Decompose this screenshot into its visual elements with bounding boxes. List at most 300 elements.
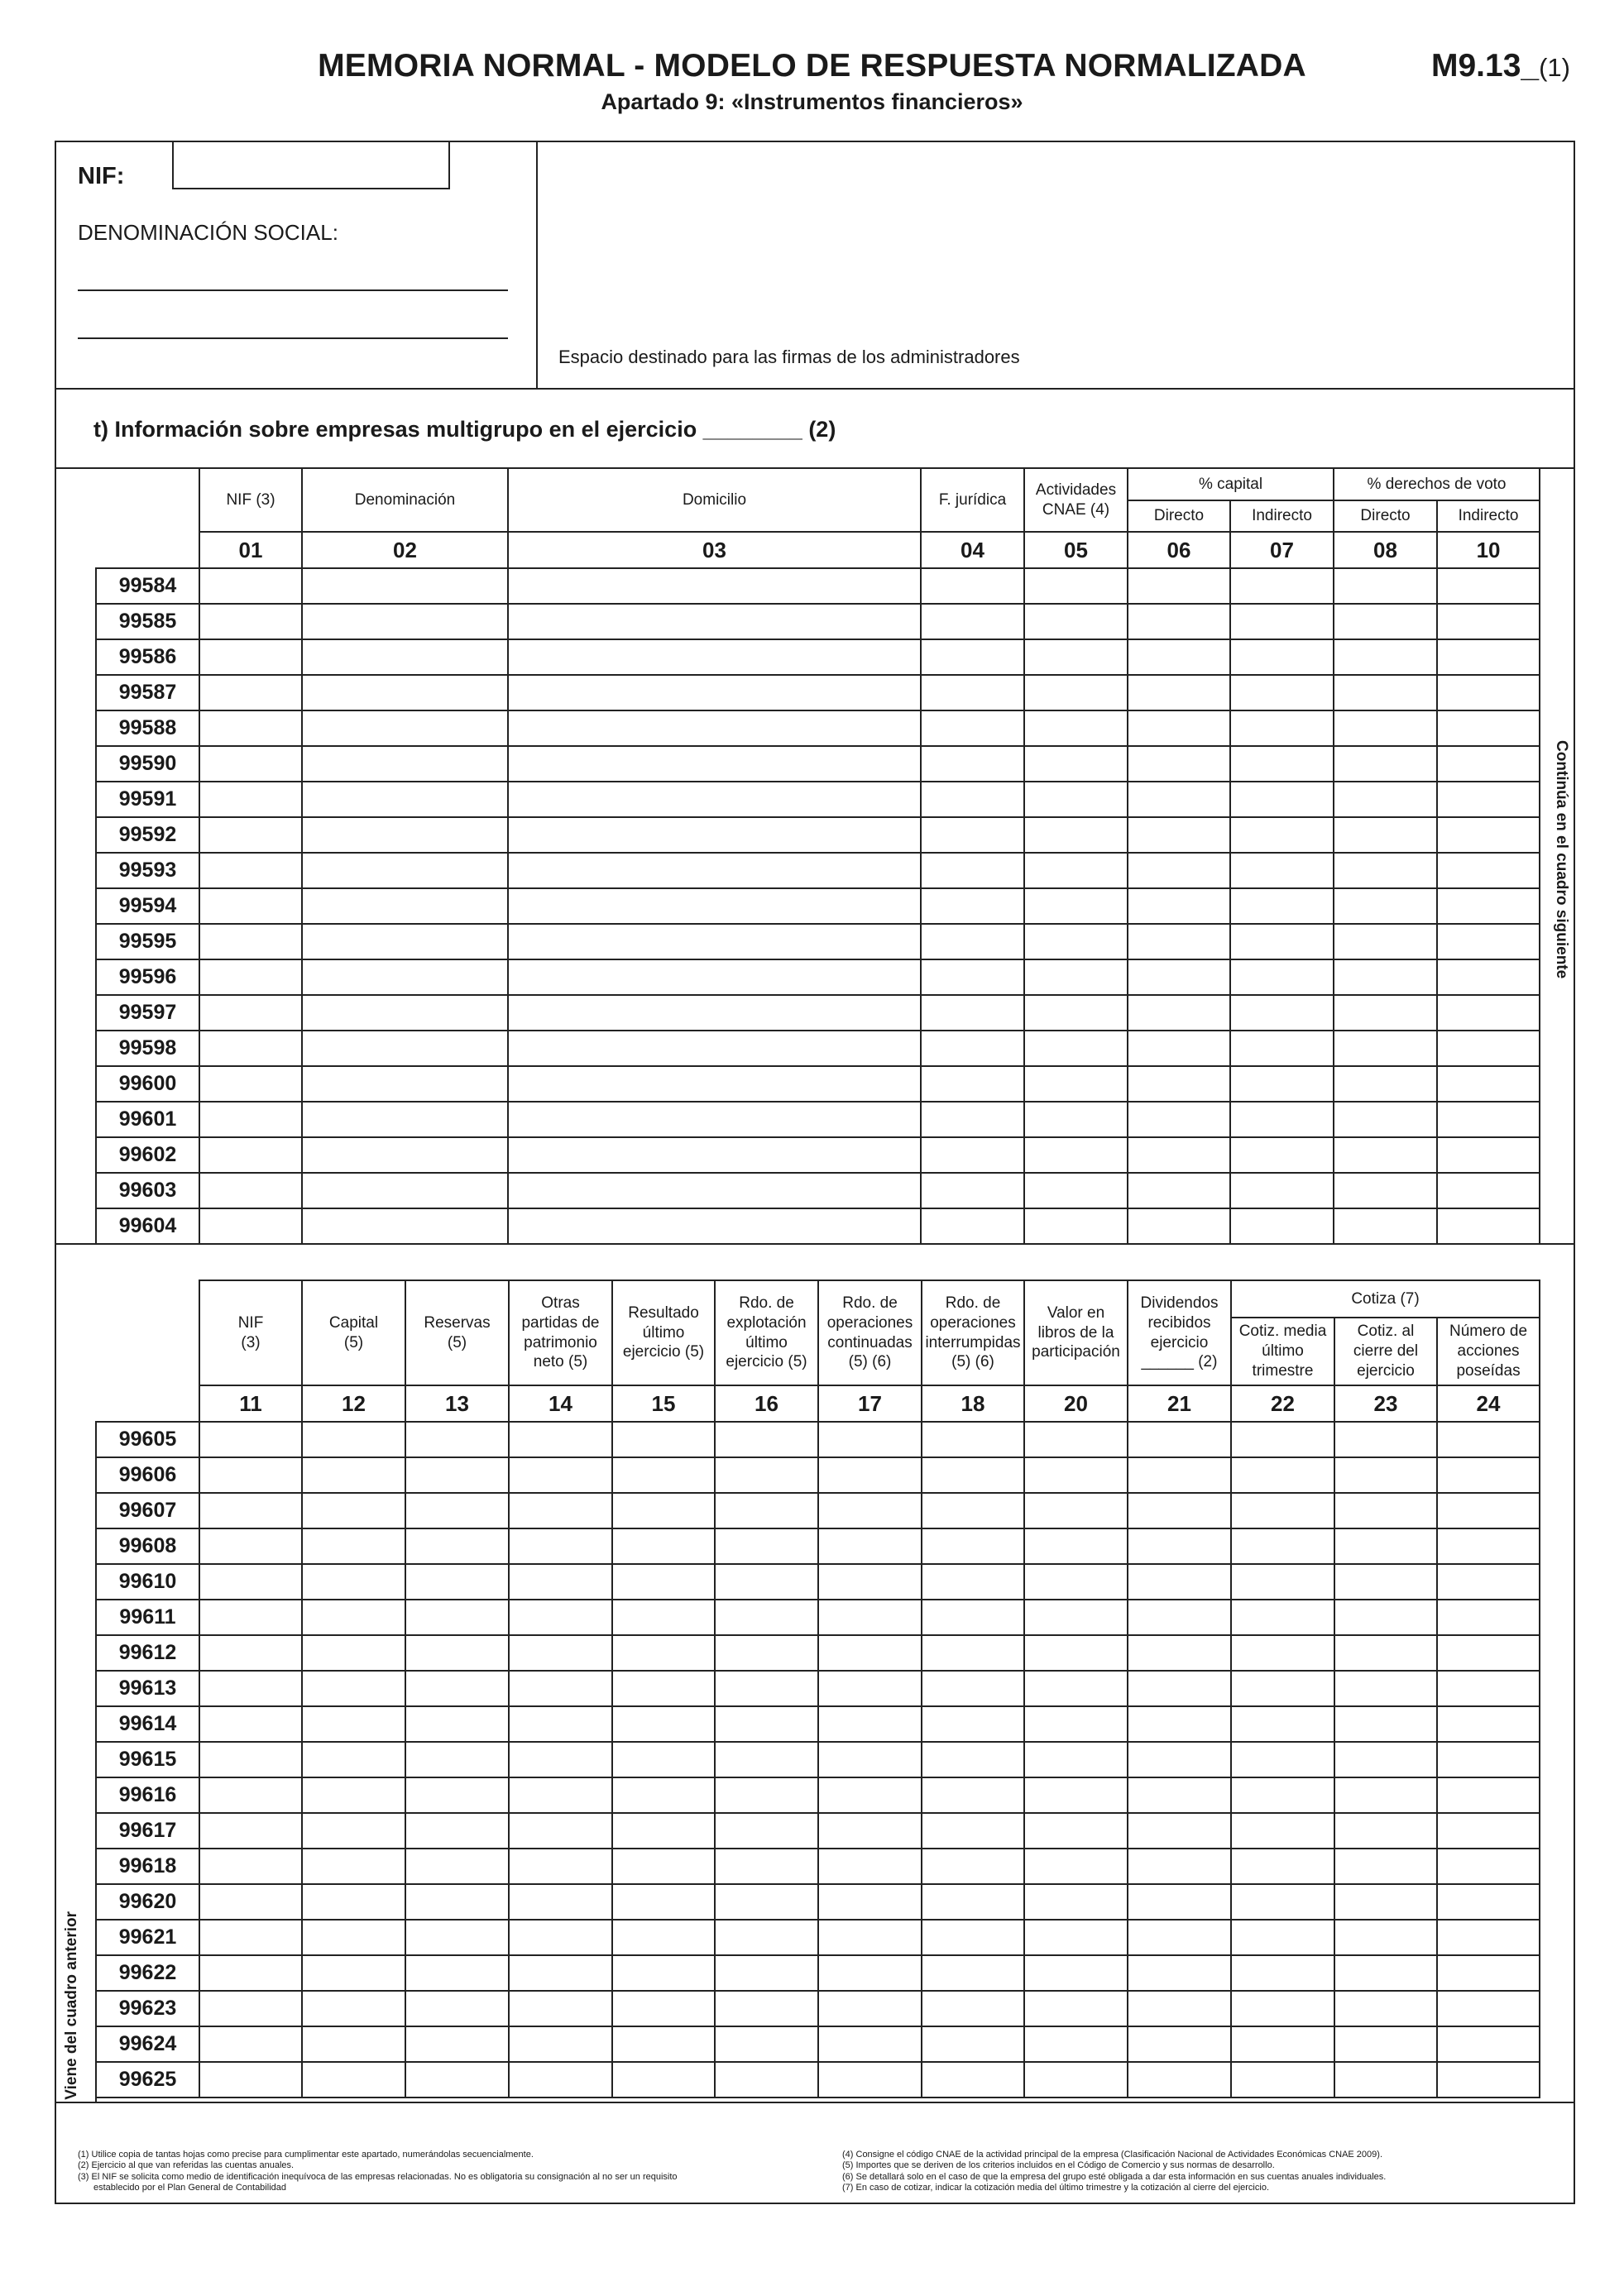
input-cell[interactable]: [1231, 1991, 1334, 2026]
input-cell[interactable]: [302, 1493, 405, 1528]
input-cell[interactable]: [199, 1635, 302, 1671]
input-cell[interactable]: [199, 746, 302, 782]
input-cell[interactable]: [1334, 1137, 1437, 1173]
input-cell[interactable]: [1334, 995, 1437, 1031]
input-cell[interactable]: [1437, 1671, 1540, 1706]
input-cell[interactable]: [509, 2026, 612, 2062]
input-cell[interactable]: [1334, 1208, 1437, 1244]
input-cell[interactable]: [818, 1813, 922, 1849]
input-cell[interactable]: [921, 782, 1024, 817]
input-cell[interactable]: [612, 1600, 715, 1635]
input-cell[interactable]: [199, 1208, 302, 1244]
denominacion-field-line-2[interactable]: [78, 337, 508, 339]
input-cell[interactable]: [715, 1920, 818, 1955]
input-cell[interactable]: [1230, 995, 1334, 1031]
input-cell[interactable]: [508, 710, 921, 746]
input-cell[interactable]: [199, 1422, 302, 1457]
input-cell[interactable]: [922, 1600, 1024, 1635]
input-cell[interactable]: [1024, 639, 1128, 675]
input-cell[interactable]: [1437, 1066, 1540, 1102]
input-cell[interactable]: [302, 817, 508, 853]
input-cell[interactable]: [302, 1457, 405, 1493]
input-cell[interactable]: [921, 1102, 1024, 1137]
input-cell[interactable]: [1231, 1635, 1334, 1671]
input-cell[interactable]: [1437, 995, 1540, 1031]
input-cell[interactable]: [921, 888, 1024, 924]
input-cell[interactable]: [922, 1706, 1024, 1742]
input-cell[interactable]: [405, 1920, 509, 1955]
input-cell[interactable]: [921, 1031, 1024, 1066]
input-cell[interactable]: [1024, 853, 1128, 888]
input-cell[interactable]: [922, 1884, 1024, 1920]
input-cell[interactable]: [405, 1742, 509, 1777]
input-cell[interactable]: [1334, 1600, 1437, 1635]
input-cell[interactable]: [1024, 924, 1128, 959]
input-cell[interactable]: [199, 924, 302, 959]
input-cell[interactable]: [302, 995, 508, 1031]
input-cell[interactable]: [199, 1706, 302, 1742]
input-cell[interactable]: [1437, 1635, 1540, 1671]
input-cell[interactable]: [509, 1706, 612, 1742]
input-cell[interactable]: [921, 710, 1024, 746]
input-cell[interactable]: [612, 1706, 715, 1742]
input-cell[interactable]: [302, 1422, 405, 1457]
input-cell[interactable]: [302, 2026, 405, 2062]
input-cell[interactable]: [199, 1955, 302, 1991]
input-cell[interactable]: [509, 1777, 612, 1813]
input-cell[interactable]: [921, 1066, 1024, 1102]
input-cell[interactable]: [199, 2062, 302, 2097]
input-cell[interactable]: [1231, 1777, 1334, 1813]
input-cell[interactable]: [405, 1600, 509, 1635]
input-cell[interactable]: [405, 1671, 509, 1706]
input-cell[interactable]: [302, 604, 508, 639]
input-cell[interactable]: [1334, 1457, 1437, 1493]
input-cell[interactable]: [302, 1066, 508, 1102]
input-cell[interactable]: [405, 2062, 509, 2097]
input-cell[interactable]: [1437, 1564, 1540, 1600]
input-cell[interactable]: [818, 1422, 922, 1457]
input-cell[interactable]: [715, 1777, 818, 1813]
input-cell[interactable]: [199, 604, 302, 639]
input-cell[interactable]: [1024, 1173, 1128, 1208]
input-cell[interactable]: [199, 1884, 302, 1920]
input-cell[interactable]: [199, 1564, 302, 1600]
nif-field[interactable]: [172, 141, 450, 189]
input-cell[interactable]: [1128, 568, 1230, 604]
input-cell[interactable]: [818, 1742, 922, 1777]
input-cell[interactable]: [1024, 1742, 1128, 1777]
input-cell[interactable]: [509, 1528, 612, 1564]
input-cell[interactable]: [508, 1102, 921, 1137]
input-cell[interactable]: [818, 1849, 922, 1884]
input-cell[interactable]: [302, 1528, 405, 1564]
input-cell[interactable]: [1024, 604, 1128, 639]
input-cell[interactable]: [508, 782, 921, 817]
input-cell[interactable]: [1024, 1600, 1128, 1635]
input-cell[interactable]: [508, 817, 921, 853]
input-cell[interactable]: [1230, 924, 1334, 959]
input-cell[interactable]: [921, 675, 1024, 710]
input-cell[interactable]: [1437, 888, 1540, 924]
input-cell[interactable]: [1024, 888, 1128, 924]
input-cell[interactable]: [715, 1528, 818, 1564]
input-cell[interactable]: [199, 817, 302, 853]
input-cell[interactable]: [1230, 710, 1334, 746]
input-cell[interactable]: [818, 1671, 922, 1706]
input-cell[interactable]: [1024, 1031, 1128, 1066]
input-cell[interactable]: [405, 1706, 509, 1742]
input-cell[interactable]: [405, 1955, 509, 1991]
input-cell[interactable]: [508, 1066, 921, 1102]
denominacion-field-line-1[interactable]: [78, 289, 508, 291]
input-cell[interactable]: [612, 2062, 715, 2097]
input-cell[interactable]: [302, 1102, 508, 1137]
input-cell[interactable]: [302, 1813, 405, 1849]
input-cell[interactable]: [921, 1137, 1024, 1173]
input-cell[interactable]: [1334, 746, 1437, 782]
input-cell[interactable]: [199, 888, 302, 924]
input-cell[interactable]: [1334, 853, 1437, 888]
input-cell[interactable]: [1128, 959, 1230, 995]
input-cell[interactable]: [302, 853, 508, 888]
input-cell[interactable]: [1230, 1066, 1334, 1102]
input-cell[interactable]: [1437, 1884, 1540, 1920]
input-cell[interactable]: [1334, 1813, 1437, 1849]
input-cell[interactable]: [1437, 1742, 1540, 1777]
input-cell[interactable]: [405, 1884, 509, 1920]
input-cell[interactable]: [1024, 1706, 1128, 1742]
input-cell[interactable]: [1437, 1955, 1540, 1991]
input-cell[interactable]: [302, 746, 508, 782]
input-cell[interactable]: [1024, 1849, 1128, 1884]
input-cell[interactable]: [199, 1031, 302, 1066]
input-cell[interactable]: [612, 1920, 715, 1955]
input-cell[interactable]: [715, 1813, 818, 1849]
input-cell[interactable]: [715, 1849, 818, 1884]
input-cell[interactable]: [1128, 995, 1230, 1031]
input-cell[interactable]: [1334, 1528, 1437, 1564]
input-cell[interactable]: [818, 2026, 922, 2062]
input-cell[interactable]: [1334, 1173, 1437, 1208]
input-cell[interactable]: [922, 1564, 1024, 1600]
input-cell[interactable]: [302, 959, 508, 995]
input-cell[interactable]: [1128, 817, 1230, 853]
input-cell[interactable]: [715, 1671, 818, 1706]
input-cell[interactable]: [1231, 1493, 1334, 1528]
input-cell[interactable]: [1128, 1849, 1231, 1884]
input-cell[interactable]: [1231, 1920, 1334, 1955]
input-cell[interactable]: [509, 1564, 612, 1600]
input-cell[interactable]: [922, 1920, 1024, 1955]
input-cell[interactable]: [922, 1493, 1024, 1528]
input-cell[interactable]: [1128, 1528, 1231, 1564]
input-cell[interactable]: [612, 2026, 715, 2062]
input-cell[interactable]: [818, 1706, 922, 1742]
input-cell[interactable]: [1437, 710, 1540, 746]
input-cell[interactable]: [1437, 1102, 1540, 1137]
input-cell[interactable]: [612, 1955, 715, 1991]
input-cell[interactable]: [508, 924, 921, 959]
input-cell[interactable]: [1231, 1813, 1334, 1849]
input-cell[interactable]: [199, 995, 302, 1031]
input-cell[interactable]: [922, 1991, 1024, 2026]
input-cell[interactable]: [509, 1635, 612, 1671]
input-cell[interactable]: [1437, 1528, 1540, 1564]
input-cell[interactable]: [405, 1457, 509, 1493]
input-cell[interactable]: [1128, 1066, 1230, 1102]
input-cell[interactable]: [1128, 1137, 1230, 1173]
input-cell[interactable]: [199, 1742, 302, 1777]
input-cell[interactable]: [922, 1849, 1024, 1884]
input-cell[interactable]: [1128, 853, 1230, 888]
input-cell[interactable]: [1334, 1920, 1437, 1955]
input-cell[interactable]: [1437, 1422, 1540, 1457]
input-cell[interactable]: [1231, 1671, 1334, 1706]
input-cell[interactable]: [1437, 746, 1540, 782]
input-cell[interactable]: [302, 1031, 508, 1066]
input-cell[interactable]: [1334, 1671, 1437, 1706]
input-cell[interactable]: [715, 1600, 818, 1635]
input-cell[interactable]: [199, 782, 302, 817]
input-cell[interactable]: [715, 1706, 818, 1742]
input-cell[interactable]: [1231, 1422, 1334, 1457]
input-cell[interactable]: [1334, 1706, 1437, 1742]
input-cell[interactable]: [1024, 1422, 1128, 1457]
input-cell[interactable]: [302, 1849, 405, 1884]
input-cell[interactable]: [302, 1884, 405, 1920]
input-cell[interactable]: [612, 1813, 715, 1849]
input-cell[interactable]: [508, 639, 921, 675]
input-cell[interactable]: [1128, 1564, 1231, 1600]
input-cell[interactable]: [1334, 1884, 1437, 1920]
input-cell[interactable]: [508, 675, 921, 710]
input-cell[interactable]: [818, 1884, 922, 1920]
input-cell[interactable]: [199, 1457, 302, 1493]
input-cell[interactable]: [1334, 1955, 1437, 1991]
input-cell[interactable]: [922, 1528, 1024, 1564]
input-cell[interactable]: [1024, 782, 1128, 817]
input-cell[interactable]: [922, 1777, 1024, 1813]
input-cell[interactable]: [509, 1671, 612, 1706]
input-cell[interactable]: [508, 746, 921, 782]
input-cell[interactable]: [1024, 1066, 1128, 1102]
input-cell[interactable]: [818, 2062, 922, 2097]
input-cell[interactable]: [1230, 604, 1334, 639]
input-cell[interactable]: [1024, 746, 1128, 782]
input-cell[interactable]: [1128, 1813, 1231, 1849]
input-cell[interactable]: [1024, 1884, 1128, 1920]
input-cell[interactable]: [1437, 1173, 1540, 1208]
input-cell[interactable]: [302, 2062, 405, 2097]
input-cell[interactable]: [1334, 568, 1437, 604]
input-cell[interactable]: [199, 2026, 302, 2062]
input-cell[interactable]: [1128, 1635, 1231, 1671]
input-cell[interactable]: [1128, 675, 1230, 710]
input-cell[interactable]: [302, 1777, 405, 1813]
input-cell[interactable]: [715, 2026, 818, 2062]
input-cell[interactable]: [612, 1493, 715, 1528]
input-cell[interactable]: [1128, 639, 1230, 675]
input-cell[interactable]: [199, 1991, 302, 2026]
input-cell[interactable]: [199, 1920, 302, 1955]
input-cell[interactable]: [405, 1564, 509, 1600]
input-cell[interactable]: [302, 1137, 508, 1173]
input-cell[interactable]: [922, 1813, 1024, 1849]
input-cell[interactable]: [405, 1528, 509, 1564]
input-cell[interactable]: [1024, 1208, 1128, 1244]
input-cell[interactable]: [1024, 995, 1128, 1031]
input-cell[interactable]: [302, 710, 508, 746]
input-cell[interactable]: [1231, 1600, 1334, 1635]
input-cell[interactable]: [612, 1742, 715, 1777]
input-cell[interactable]: [1437, 1706, 1540, 1742]
input-cell[interactable]: [1334, 1849, 1437, 1884]
input-cell[interactable]: [1231, 1884, 1334, 1920]
input-cell[interactable]: [1024, 1671, 1128, 1706]
input-cell[interactable]: [1128, 1422, 1231, 1457]
input-cell[interactable]: [302, 1706, 405, 1742]
input-cell[interactable]: [818, 1457, 922, 1493]
input-cell[interactable]: [1334, 604, 1437, 639]
input-cell[interactable]: [302, 1173, 508, 1208]
input-cell[interactable]: [715, 1564, 818, 1600]
input-cell[interactable]: [921, 995, 1024, 1031]
input-cell[interactable]: [199, 1066, 302, 1102]
input-cell[interactable]: [302, 1955, 405, 1991]
input-cell[interactable]: [405, 1813, 509, 1849]
input-cell[interactable]: [921, 959, 1024, 995]
input-cell[interactable]: [1230, 746, 1334, 782]
input-cell[interactable]: [508, 1208, 921, 1244]
input-cell[interactable]: [509, 1955, 612, 1991]
input-cell[interactable]: [1231, 1742, 1334, 1777]
input-cell[interactable]: [1230, 1208, 1334, 1244]
input-cell[interactable]: [1024, 710, 1128, 746]
input-cell[interactable]: [1334, 959, 1437, 995]
input-cell[interactable]: [1230, 568, 1334, 604]
input-cell[interactable]: [1437, 1600, 1540, 1635]
input-cell[interactable]: [508, 604, 921, 639]
input-cell[interactable]: [921, 1173, 1024, 1208]
input-cell[interactable]: [508, 1137, 921, 1173]
input-cell[interactable]: [1334, 1564, 1437, 1600]
input-cell[interactable]: [1334, 1635, 1437, 1671]
input-cell[interactable]: [1230, 959, 1334, 995]
input-cell[interactable]: [1230, 1173, 1334, 1208]
input-cell[interactable]: [612, 1528, 715, 1564]
input-cell[interactable]: [1128, 1457, 1231, 1493]
input-cell[interactable]: [199, 1102, 302, 1137]
input-cell[interactable]: [1334, 888, 1437, 924]
input-cell[interactable]: [1437, 675, 1540, 710]
input-cell[interactable]: [922, 1671, 1024, 1706]
input-cell[interactable]: [1437, 2062, 1540, 2097]
input-cell[interactable]: [405, 1635, 509, 1671]
input-cell[interactable]: [1231, 2026, 1334, 2062]
input-cell[interactable]: [715, 1457, 818, 1493]
input-cell[interactable]: [509, 2062, 612, 2097]
input-cell[interactable]: [922, 1742, 1024, 1777]
input-cell[interactable]: [199, 1813, 302, 1849]
input-cell[interactable]: [1230, 639, 1334, 675]
input-cell[interactable]: [1334, 1422, 1437, 1457]
input-cell[interactable]: [715, 1991, 818, 2026]
input-cell[interactable]: [199, 639, 302, 675]
input-cell[interactable]: [1437, 1777, 1540, 1813]
input-cell[interactable]: [1128, 888, 1230, 924]
input-cell[interactable]: [1128, 1777, 1231, 1813]
input-cell[interactable]: [1128, 1600, 1231, 1635]
input-cell[interactable]: [302, 1742, 405, 1777]
input-cell[interactable]: [1231, 1849, 1334, 1884]
input-cell[interactable]: [1437, 1991, 1540, 2026]
input-cell[interactable]: [1024, 1528, 1128, 1564]
input-cell[interactable]: [1334, 1493, 1437, 1528]
input-cell[interactable]: [1128, 1991, 1231, 2026]
input-cell[interactable]: [302, 568, 508, 604]
input-cell[interactable]: [818, 1920, 922, 1955]
input-cell[interactable]: [715, 1422, 818, 1457]
input-cell[interactable]: [302, 1208, 508, 1244]
input-cell[interactable]: [508, 888, 921, 924]
input-cell[interactable]: [405, 1849, 509, 1884]
input-cell[interactable]: [1230, 782, 1334, 817]
input-cell[interactable]: [1334, 924, 1437, 959]
input-cell[interactable]: [818, 1777, 922, 1813]
input-cell[interactable]: [1334, 1031, 1437, 1066]
input-cell[interactable]: [1231, 1457, 1334, 1493]
input-cell[interactable]: [922, 1457, 1024, 1493]
input-cell[interactable]: [405, 1991, 509, 2026]
input-cell[interactable]: [921, 568, 1024, 604]
input-cell[interactable]: [1231, 1706, 1334, 1742]
input-cell[interactable]: [1334, 1066, 1437, 1102]
input-cell[interactable]: [199, 1777, 302, 1813]
input-cell[interactable]: [199, 1528, 302, 1564]
input-cell[interactable]: [1128, 782, 1230, 817]
input-cell[interactable]: [612, 1884, 715, 1920]
input-cell[interactable]: [1024, 1137, 1128, 1173]
input-cell[interactable]: [1128, 1671, 1231, 1706]
input-cell[interactable]: [1128, 710, 1230, 746]
input-cell[interactable]: [508, 995, 921, 1031]
input-cell[interactable]: [818, 1493, 922, 1528]
input-cell[interactable]: [715, 1742, 818, 1777]
input-cell[interactable]: [921, 924, 1024, 959]
input-cell[interactable]: [1437, 1031, 1540, 1066]
input-cell[interactable]: [1334, 1742, 1437, 1777]
input-cell[interactable]: [1024, 568, 1128, 604]
input-cell[interactable]: [302, 782, 508, 817]
input-cell[interactable]: [1128, 1102, 1230, 1137]
input-cell[interactable]: [405, 1493, 509, 1528]
input-cell[interactable]: [818, 1600, 922, 1635]
input-cell[interactable]: [612, 1671, 715, 1706]
input-cell[interactable]: [302, 888, 508, 924]
input-cell[interactable]: [199, 675, 302, 710]
input-cell[interactable]: [199, 1173, 302, 1208]
input-cell[interactable]: [1128, 1706, 1231, 1742]
input-cell[interactable]: [1024, 1493, 1128, 1528]
input-cell[interactable]: [612, 1777, 715, 1813]
input-cell[interactable]: [1231, 1564, 1334, 1600]
input-cell[interactable]: [199, 1600, 302, 1635]
input-cell[interactable]: [302, 639, 508, 675]
input-cell[interactable]: [1231, 1955, 1334, 1991]
input-cell[interactable]: [1437, 1208, 1540, 1244]
input-cell[interactable]: [405, 1422, 509, 1457]
